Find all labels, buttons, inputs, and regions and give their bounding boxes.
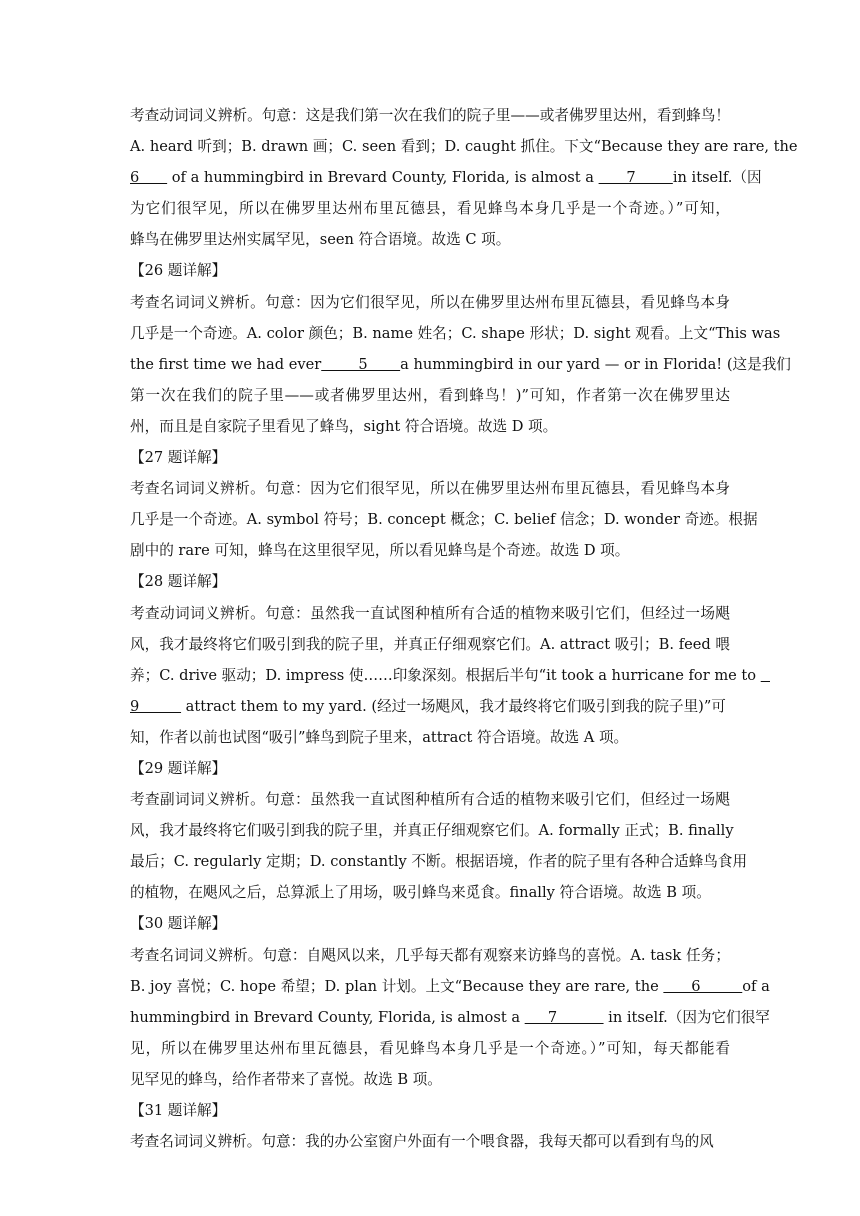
paragraph-line: 几乎是一个奇迹。A. color 颜色；B. name 姓名；C. shape 形状；D. sight 观看。上文“This was [130, 324, 781, 342]
paragraph-line-with-blank [130, 971, 770, 1002]
paragraph-line-with-blank [130, 660, 761, 691]
inline-text: hummingbird in Brevard County, Florida, is almost a [130, 1008, 525, 1026]
paragraph-line-with-blank [130, 162, 762, 193]
paragraph-line-with-blank [130, 691, 730, 722]
paragraph-line-with-blank [130, 1002, 770, 1033]
paragraph-line: 风，我才最终将它们吸引到我的院子里，并真正仔细观察它们。A. formally 正式；B. finally [130, 822, 734, 840]
inline-text: a hummingbird in our yard — or in Florida! (这是我们 [400, 355, 791, 373]
inline-text: of a hummingbird in Brevard County, Florida, is almost a [167, 169, 599, 187]
paragraph-line: 为它们很罕见，所以在佛罗里达州布里瓦德县，看见蜂鸟本身几乎是一个奇迹。）”可知， [130, 200, 730, 218]
paragraph-line: 剧中的 rare 可知，蜂鸟在这里很罕见，所以看见蜂鸟是个奇迹。故选 D 项。 [130, 542, 630, 560]
section-heading: 【28 题详解】 [130, 573, 227, 591]
fill-in-blank: 6 [130, 169, 168, 187]
section-heading: 【27 题详解】 [130, 449, 227, 467]
paragraph-line-with-blank [130, 349, 791, 380]
paragraph-line: 考查动词词义辨析。句意：虽然我一直试图种植所有合适的植物来吸引它们，但经过一场飓 [130, 604, 730, 622]
fill-in-blank: 7 [598, 169, 673, 187]
paragraph-line: 州，而且是自家院子里看见了蜂鸟，sight 符合语境。故选 D 项。 [130, 417, 558, 435]
section-heading: 【31 题详解】 [130, 1102, 227, 1119]
fill-in-blank [761, 667, 770, 684]
paragraph-line: 蜂鸟在佛罗里达州实属罕见，seen 符合语境。故选 C 项。 [130, 231, 511, 249]
inline-text: in itself.（因 [672, 169, 762, 187]
paragraph-line: 考查名词词义辨析。句意：自飓风以来，几乎每天都有观察来访蜂鸟的喜悦。A. task 任务； [130, 946, 730, 964]
paragraph-line: 考查名词词义辨析。句意：我的办公室窗户外面有一个喂食器，我每天都可以看到有鸟的风 [130, 1133, 714, 1151]
fill-in-blank: 6 [663, 977, 743, 995]
inline-text: 养；C. drive 驱动；D. impress 使……印象深刻。根据后半句“it took a hurricane for me to [130, 666, 761, 684]
paragraph-line: 考查动词词义辨析。句意：这是我们第一次在我们的院子里——或者佛罗里达州，看到蜂鸟！ [130, 107, 730, 124]
paragraph-line: 的植物，在飓风之后，总算派上了用场，吸引蜂鸟来觅食。finally 符合语境。故选 B 项。 [130, 884, 711, 902]
paragraph-line: 知，作者以前也试图“吸引”蜂鸟到院子里来，attract 符合语境。故选 A 项。 [130, 728, 629, 746]
inline-text: B. joy 喜悦；C. hope 希望；D. plan 计划。上文“Because they are rare, the [130, 977, 664, 995]
fill-in-blank: 9 [130, 697, 182, 715]
document-page [130, 100, 798, 1157]
paragraph-line: 几乎是一个奇迹。A. symbol 符号；B. concept 概念；C. belief 信念；D. wonder 奇迹。根据 [130, 511, 758, 529]
paragraph-line: 见，所以在佛罗里达州布里瓦德县，看见蜂鸟本身几乎是一个奇迹。）”可知，每天都能看 [130, 1039, 730, 1057]
fill-in-blank: 7 [524, 1008, 604, 1026]
section-heading: 【26 题详解】 [130, 262, 227, 280]
paragraph-line: 最后；C. regularly 定期；D. constantly 不断。根据语境，作者的院子里有各种合适蜂鸟食用 [130, 853, 748, 871]
inline-text: attract them to my yard. (经过一场飓风，我才最终将它们吸引到我的院子里)”可 [181, 697, 726, 715]
inline-text: the first time we had ever [130, 355, 322, 373]
paragraph-line: 见罕见的蜂鸟，给作者带来了喜悦。故选 B 项。 [130, 1070, 442, 1088]
inline-text: of a [742, 977, 770, 995]
paragraph-line: A. heard 听到；B. drawn 画；C. seen 看到；D. caught 抓住。下文“Because they are rare, the [130, 138, 798, 156]
section-heading: 【30 题详解】 [130, 915, 227, 933]
inline-text: in itself.（因为它们很罕 [603, 1008, 770, 1026]
fill-in-blank: 5 [321, 355, 401, 373]
section-heading: 【29 题详解】 [130, 759, 227, 777]
paragraph-line: 风，我才最终将它们吸引到我的院子里，并真正仔细观察它们。A. attract 吸引；B. feed 喂 [130, 635, 730, 653]
paragraph-line: 考查名词词义辨析。句意：因为它们很罕见，所以在佛罗里达州布里瓦德县，看见蜂鸟本身 [130, 293, 730, 311]
paragraph-line: 第一次在我们的院子里——或者佛罗里达州，看到蜂鸟！)”可知，作者第一次在佛罗里达 [130, 386, 730, 404]
paragraph-line: 考查名词词义辨析。句意：因为它们很罕见，所以在佛罗里达州布里瓦德县，看见蜂鸟本身 [130, 480, 730, 498]
paragraph-line: 考查副词词义辨析。句意：虽然我一直试图种植所有合适的植物来吸引它们，但经过一场飓 [130, 791, 730, 809]
